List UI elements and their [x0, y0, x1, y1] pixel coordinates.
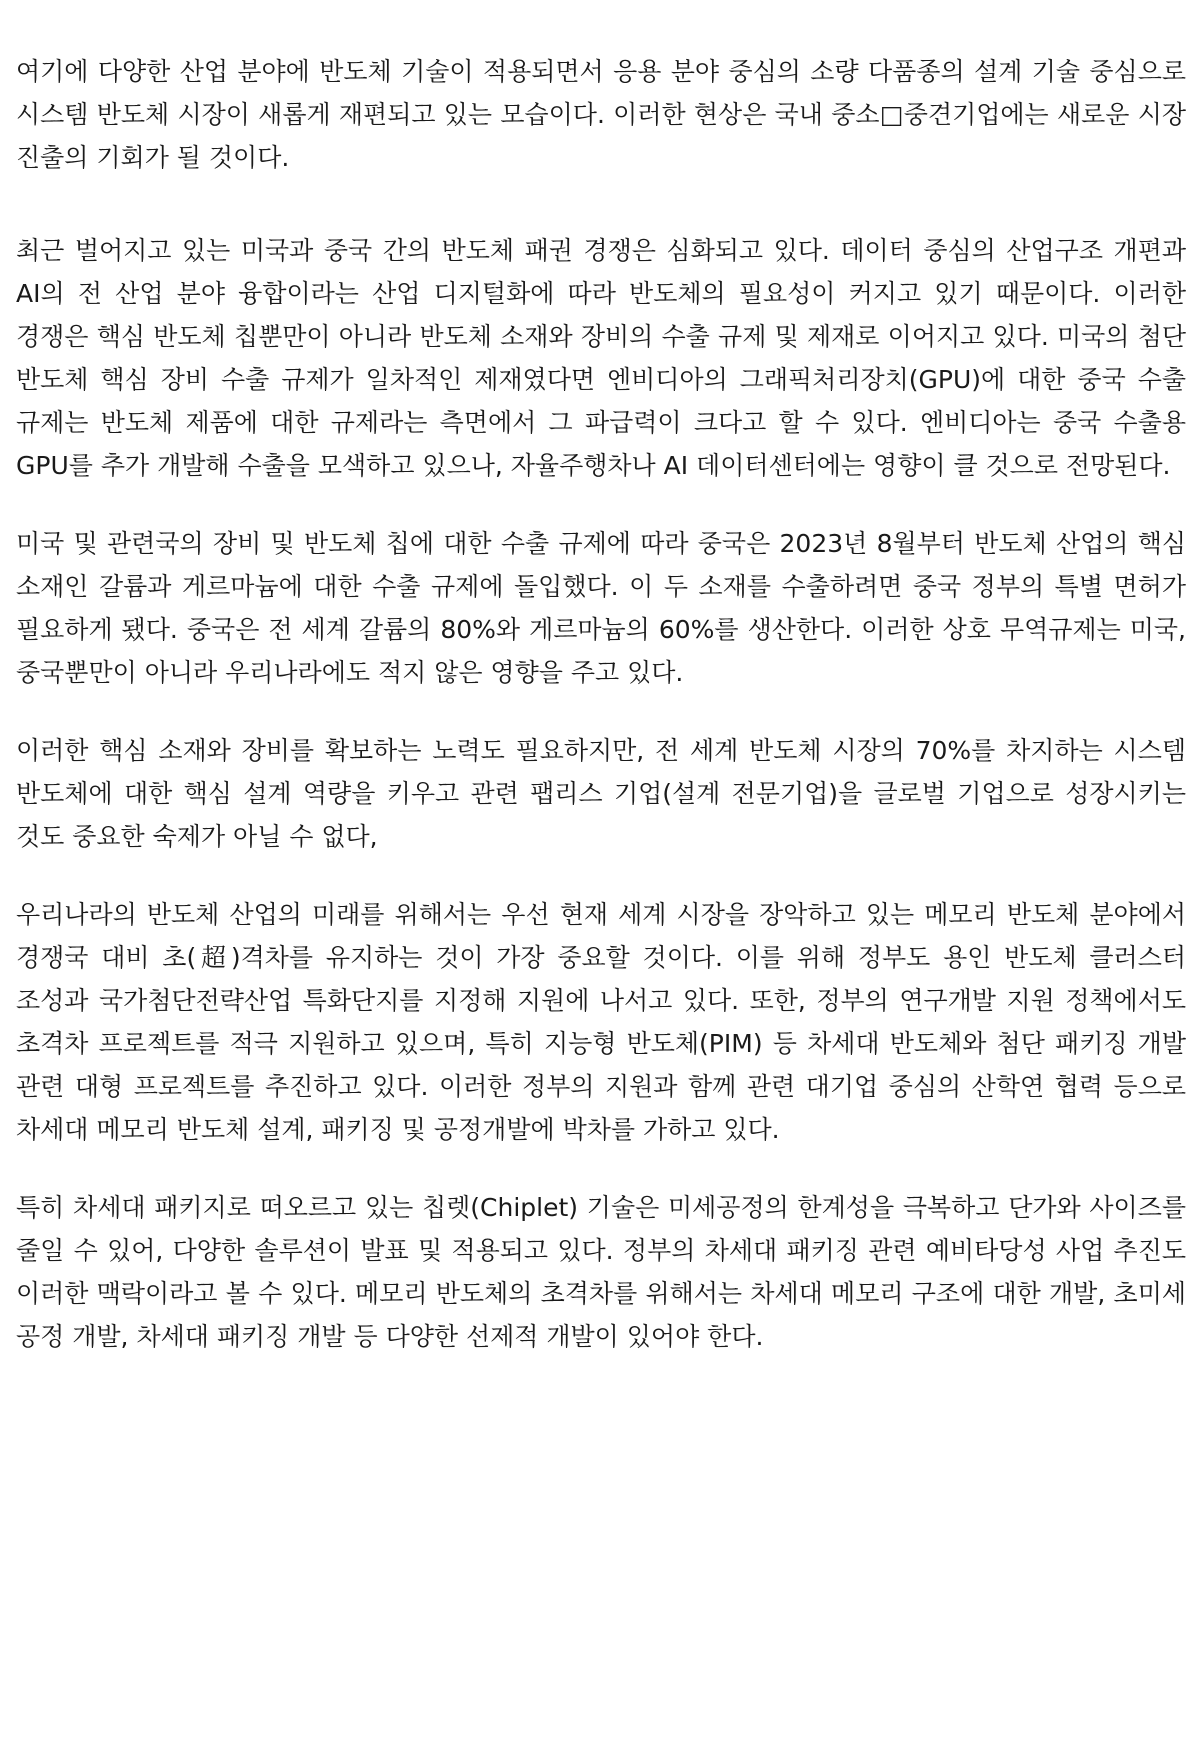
paragraph-design-capability: 이러한 핵심 소재와 장비를 확보하는 노력도 필요하지만, 전 세계 반도체 시장의 70%를 차지하는 시스템 반도체에 대한 핵심 설계 역량을 키우고 관련 팹리스 기업(설계 전문기업)을 글로벌 기업으로 성장시키는 것도 중요한 숙제가 아닐 수 없다, — [16, 736, 1186, 851]
paragraph-chiplet-technology: 특히 차세대 패키지로 떠오르고 있는 칩렛(Chiplet) 기술은 미세공정의 한계성을 극복하고 단가와 사이즈를 줄일 수 있어, 다양한 솔루션이 발표 및 적용되고 있다. 정부의 차세대 패키징 관련 예비타당성 사업 추진도 이러한 맥락이라고 볼 수 있다. 메모리 반도체의 초격차를 위해서는 차세대 메모리 구조에 대한 개발, 초미세 공정 개발, 차세대 패키징 개발 등 다양한 선제적 개발이 있어야 한다. — [16, 1193, 1186, 1351]
article-body — [16, 50, 1186, 1358]
paragraph-china-export-controls: 미국 및 관련국의 장비 및 반도체 칩에 대한 수출 규제에 따라 중국은 2023년 8월부터 반도체 산업의 핵심 소재인 갈륨과 게르마늄에 대한 수출 규제에 돌입했다. 이 두 소재를 수출하려면 중국 정부의 특별 면허가 필요하게 됐다. 중국은 전 세계 갈륨의 80%와 게르마늄의 60%를 생산한다. 이러한 상호 무역규제는 미국, 중국뿐만이 아니라 우리나라에도 적지 않은 영향을 주고 있다. — [16, 529, 1186, 687]
paragraph-us-china-competition: 최근 벌어지고 있는 미국과 중국 간의 반도체 패권 경쟁은 심화되고 있다. 데이터 중심의 산업구조 개편과 AI의 전 산업 분야 융합이라는 산업 디지털화에 따라 반도체의 필요성이 커지고 있기 때문이다. 이러한 경쟁은 핵심 반도체 칩뿐만이 아니라 반도체 소재와 장비의 수출 규제 및 제재로 이어지고 있다. 미국의 첨단 반도체 핵심 장비 수출 규제가 일차적인 제재였다면 엔비디아의 그래픽처리장치(GPU)에 대한 중국 수출 규제는 반도체 제품에 대한 규제라는 측면에서 그 파급력이 크다고 할 수 있다. 엔비디아는 중국 수출용 GPU를 추가 개발해 수출을 모색하고 있으나, 자율주행차나 AI 데이터센터에는 영향이 클 것으로 전망된다. — [16, 236, 1186, 480]
paragraph-memory-super-gap: 우리나라의 반도체 산업의 미래를 위해서는 우선 현재 세계 시장을 장악하고 있는 메모리 반도체 분야에서 경쟁국 대비 초(超)격차를 유지하는 것이 가장 중요할 것이다. 이를 위해 정부도 용인 반도체 클러스터 조성과 국가첨단전략산업 특화단지를 지정해 지원에 나서고 있다. 또한, 정부의 연구개발 지원 정책에서도 초격차 프로젝트를 적극 지원하고 있으며, 특히 지능형 반도체(PIM) 등 차세대 반도체와 첨단 패키징 개발 관련 대형 프로젝트를 추진하고 있다. 이러한 정부의 지원과 함께 관련 대기업 중심의 산학연 협력 등으로 차세대 메모리 반도체 설계, 패키징 및 공정개발에 박차를 가하고 있다. — [16, 900, 1186, 1144]
paragraph-system-semiconductor: 여기에 다양한 산업 분야에 반도체 기술이 적용되면서 응용 분야 중심의 소량 다품종의 설계 기술 중심으로 시스템 반도체 시장이 새롭게 재편되고 있는 모습이다. 이러한 현상은 국내 중소□중견기업에는 새로운 시장 진출의 기회가 될 것이다. — [16, 57, 1186, 172]
